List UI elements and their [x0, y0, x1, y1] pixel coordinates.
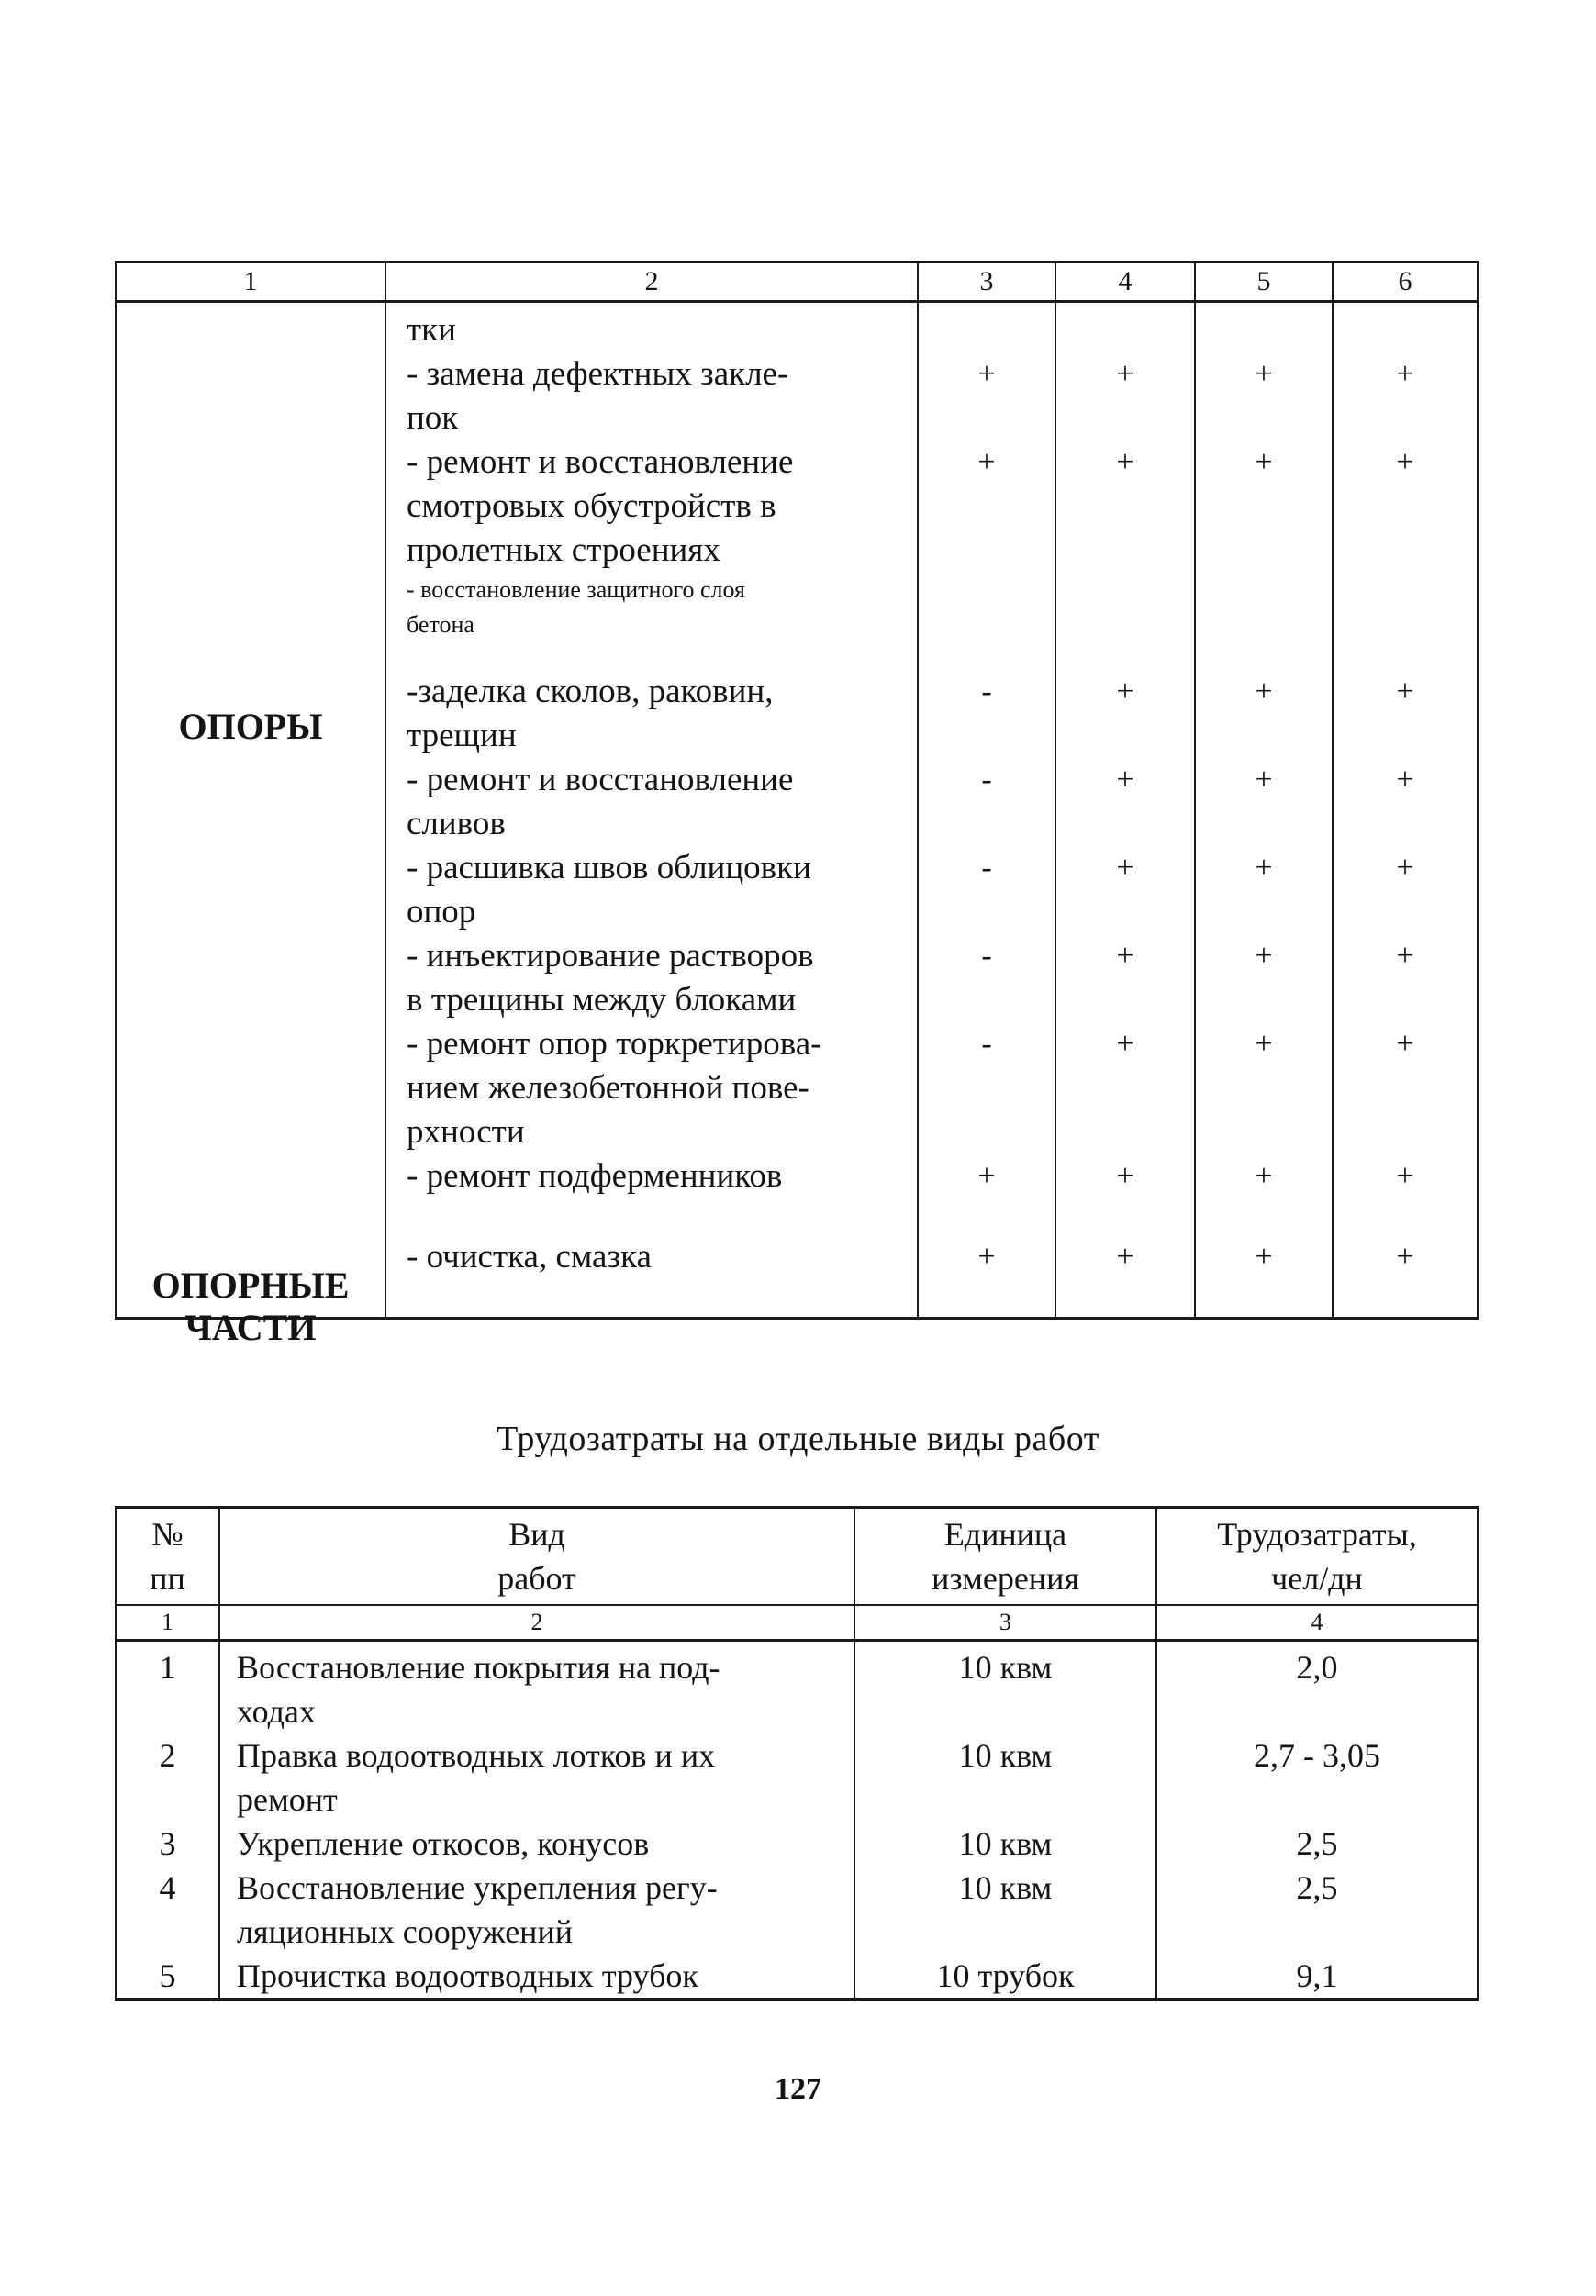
mark: + [1116, 851, 1134, 885]
mark: + [1396, 1159, 1414, 1193]
section-bearings-line: ЧАСТИ [184, 1307, 317, 1348]
work-item-line: - ремонт опор торкретирова- [407, 1025, 822, 1063]
work-kind-line: Восстановление укрепления регу- [237, 1869, 718, 1906]
work-item-line: бетона [407, 611, 474, 638]
work-kind-line: Правка водоотводных лотков и их [237, 1737, 716, 1774]
mark: - [981, 674, 992, 708]
work-kind [219, 1733, 854, 1822]
header-cell-1: 1 [116, 262, 385, 302]
work-item-line: пок [407, 399, 459, 437]
labor-cost: 2,0 [1156, 1641, 1478, 1734]
mark: - [981, 939, 992, 973]
mark: + [1255, 1027, 1273, 1061]
mark: + [1255, 939, 1273, 973]
work-kind-line: Восстановление покрытия на под- [237, 1649, 720, 1686]
table-row [116, 1866, 1478, 1954]
mark: + [1255, 851, 1273, 885]
marks-column-5 [1195, 302, 1333, 1319]
mark: + [1255, 1240, 1273, 1274]
labor-table-header [116, 1508, 1478, 1606]
column-number: 3 [854, 1605, 1156, 1641]
work-item-line: - расшивка швов облицовки [407, 849, 811, 886]
work-item-line: тки [407, 311, 456, 349]
work-kind [219, 1641, 854, 1734]
table-row [116, 1822, 1478, 1866]
column-number: 2 [219, 1605, 854, 1641]
table-row [116, 1954, 1478, 2000]
mark: + [977, 1240, 996, 1274]
section-opory-label: ОПОРЫ [178, 706, 323, 747]
work-item-line: пролетных строениях [407, 531, 720, 569]
header-cell-4: 4 [1055, 262, 1195, 302]
mark: + [1116, 445, 1134, 479]
mark: + [1255, 357, 1273, 391]
header-line: чел/дн [1271, 1560, 1363, 1597]
header-cell-3: 3 [918, 262, 1055, 302]
row-number: 5 [116, 1954, 219, 2000]
mark: + [1396, 445, 1414, 479]
mark: - [981, 851, 992, 885]
work-item-line: - ремонт и восстановление [407, 761, 794, 798]
mark: + [1116, 939, 1134, 973]
header-kind [219, 1508, 854, 1606]
work-kind-line: ремонт [237, 1781, 338, 1818]
section-bearings-label [117, 1265, 385, 1349]
work-kind-line: Укрепление откосов, конусов [237, 1825, 650, 1862]
mark: - [981, 763, 992, 797]
work-kind-line: ляционных сооружений [237, 1913, 573, 1950]
labor-table-column-numbers [116, 1605, 1478, 1641]
mark: + [1396, 1240, 1414, 1274]
work-item-line: трещин [407, 717, 517, 754]
work-kind-line: ходах [237, 1693, 316, 1730]
work-item-line: - ремонт подферменников [407, 1157, 783, 1195]
work-item-line: рхности [407, 1113, 525, 1151]
unit-of-measure: 10 квм [854, 1641, 1156, 1734]
work-item-line: нием железобетонной пове- [407, 1069, 809, 1107]
column-number: 4 [1156, 1605, 1478, 1641]
header-line: № [151, 1516, 184, 1553]
mark: + [1396, 851, 1414, 885]
header-line: измерения [932, 1560, 1079, 1597]
work-item-line: -заделка сколов, раковин, [407, 673, 774, 710]
work-kind [219, 1954, 854, 2000]
work-item-line: - ремонт и восстановление [407, 443, 794, 481]
mark: + [1255, 763, 1273, 797]
work-item-line: - восстановление защитного слоя [407, 576, 745, 603]
header-line: работ [497, 1560, 576, 1597]
header-line: Единица [943, 1516, 1067, 1553]
mark: + [977, 445, 996, 479]
header-cell-6: 6 [1333, 262, 1478, 302]
mark: + [1116, 674, 1134, 708]
column-number: 1 [116, 1605, 219, 1641]
work-list-column [385, 302, 918, 1319]
labor-table-body [116, 1641, 1478, 2000]
works-table-header [116, 262, 1478, 302]
mark: + [1396, 357, 1414, 391]
mark: + [1396, 1027, 1414, 1061]
work-kind-line: Прочистка водоотводных трубок [237, 1957, 698, 1994]
row-number: 1 [116, 1641, 219, 1734]
mark: + [1116, 357, 1134, 391]
mark: + [1255, 674, 1273, 708]
header-line: Вид [508, 1516, 565, 1553]
page-number: 127 [775, 2072, 821, 2106]
mark: + [1396, 674, 1414, 708]
table-row [116, 1641, 1478, 1734]
labor-table [115, 1506, 1479, 2001]
work-item-line: сливов [407, 805, 506, 842]
labor-cost: 2,5 [1156, 1866, 1478, 1954]
marks-column-4 [1055, 302, 1195, 1319]
mark: + [1116, 1027, 1134, 1061]
unit-of-measure: 10 квм [854, 1866, 1156, 1954]
mark: + [1396, 763, 1414, 797]
work-item-line: - очистка, смазка [407, 1238, 652, 1276]
mark: - [981, 1027, 992, 1061]
section-bearings-line: ОПОРНЫЕ [151, 1265, 350, 1306]
work-item-line: в трещины между блоками [407, 981, 797, 1019]
mark: + [1396, 939, 1414, 973]
header-line: Трудозатраты, [1217, 1516, 1417, 1553]
labor-cost: 2,7 - 3,05 [1156, 1733, 1478, 1822]
row-number: 2 [116, 1733, 219, 1822]
labor-cost: 2,5 [1156, 1822, 1478, 1866]
marks-column-6 [1333, 302, 1478, 1319]
table-row [116, 1733, 1478, 1822]
mark: + [1255, 445, 1273, 479]
labor-cost: 9,1 [1156, 1954, 1478, 2000]
header-unit [854, 1508, 1156, 1606]
header-number [116, 1508, 219, 1606]
works-table-body [116, 302, 1478, 1319]
work-item-line: опор [407, 893, 476, 931]
section-column [116, 302, 385, 1348]
work-item-line: - замена дефектных закле- [407, 355, 789, 393]
work-item-line: смотровых обустройств в [407, 487, 776, 525]
works-table [115, 261, 1479, 1348]
mark: + [1255, 1159, 1273, 1193]
work-item-line: - инъектирование растворов [407, 937, 814, 975]
mark: + [1116, 1159, 1134, 1193]
work-kind [219, 1822, 854, 1866]
unit-of-measure: 10 квм [854, 1733, 1156, 1822]
unit-of-measure: 10 квм [854, 1822, 1156, 1866]
labor-costs-title: Трудозатраты на отдельные виды работ [497, 1420, 1099, 1458]
mark: + [977, 357, 996, 391]
header-cell-5: 5 [1195, 262, 1333, 302]
header-cell-2: 2 [385, 262, 918, 302]
header-line: пп [150, 1560, 185, 1597]
mark: + [1116, 763, 1134, 797]
work-kind [219, 1866, 854, 1954]
mark: + [977, 1159, 996, 1193]
row-number: 4 [116, 1866, 219, 1954]
row-number: 3 [116, 1822, 219, 1866]
mark: + [1116, 1240, 1134, 1274]
unit-of-measure: 10 трубок [854, 1954, 1156, 2000]
marks-column-3 [918, 302, 1055, 1319]
header-labor [1156, 1508, 1478, 1606]
